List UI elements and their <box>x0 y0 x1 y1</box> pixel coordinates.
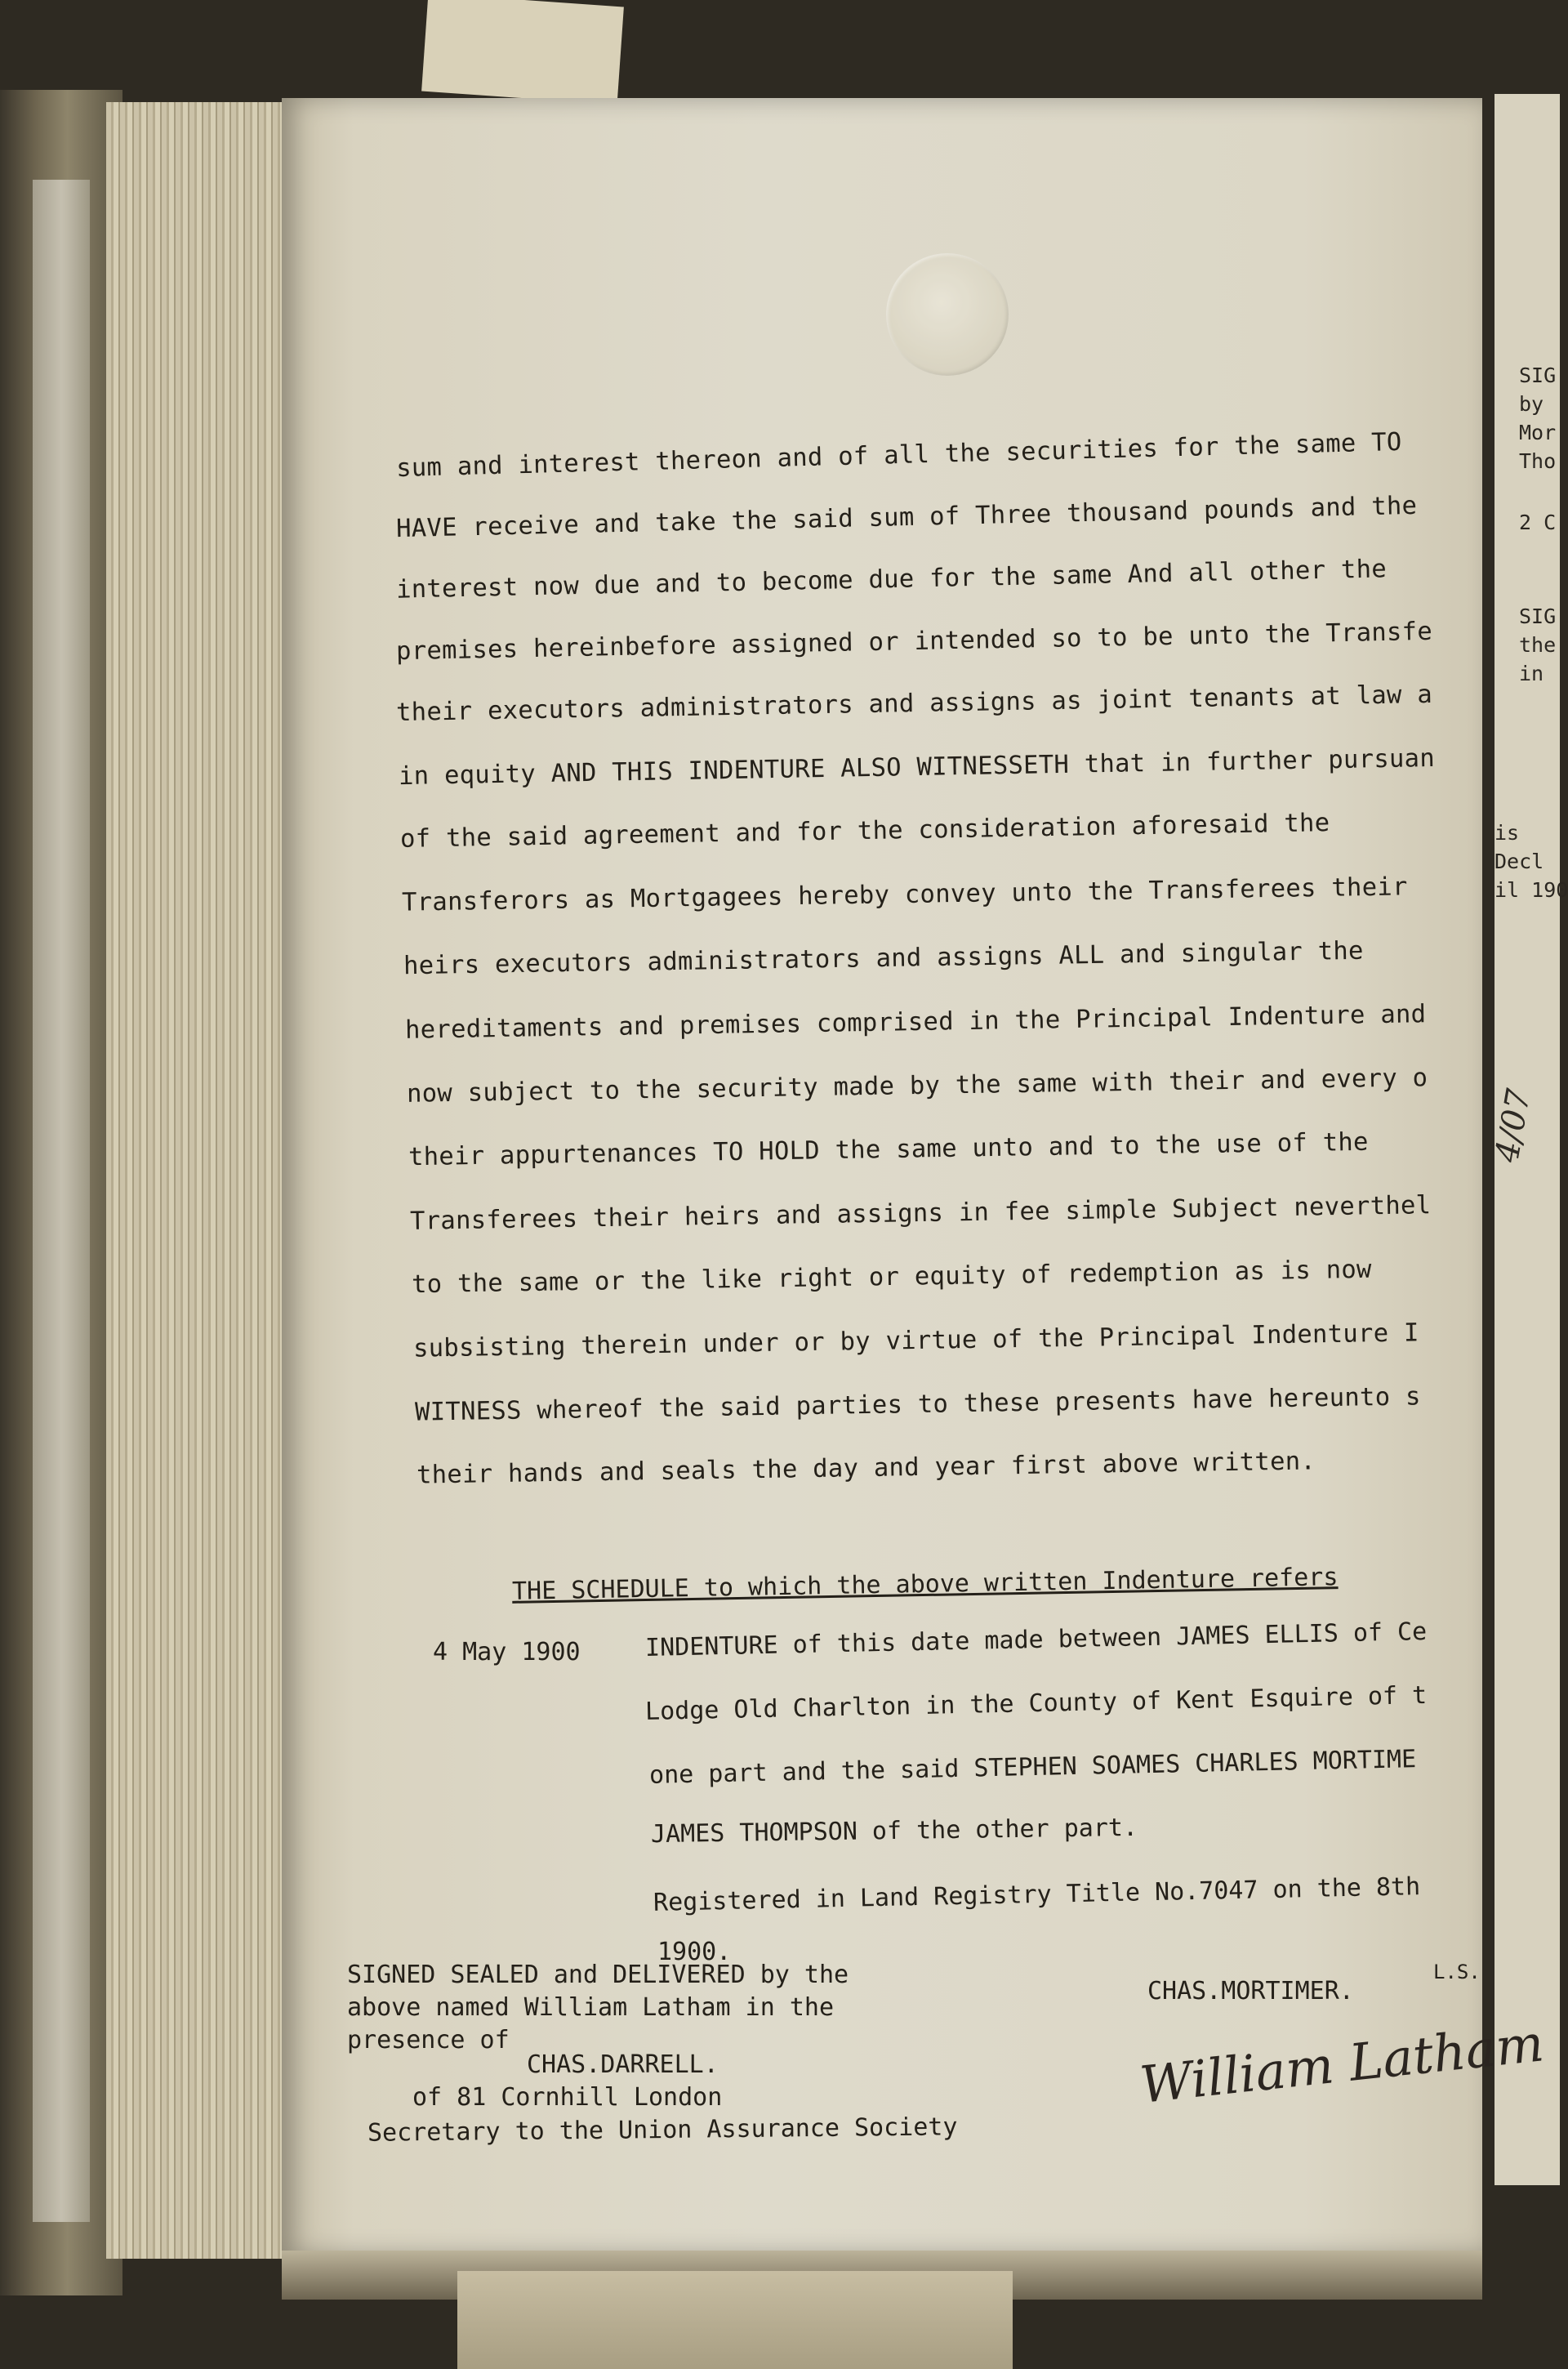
next-page-fragment: Mor <box>1519 421 1557 444</box>
body-line: their hands and seals the day and year first above written. <box>416 1447 1316 1490</box>
body-line: HAVE receive and take the said sum of Three thousand pounds and the <box>395 491 1418 544</box>
schedule-heading: THE SCHEDULE to which the above written Indenture refers <box>511 1563 1339 1606</box>
next-page-fragment: is <box>1494 821 1520 845</box>
embossed-seal-icon <box>886 253 1009 376</box>
body-line: in equity AND THIS INDENTURE ALSO WITNESSETH that in further pursuan <box>398 743 1436 792</box>
attestation-line: SIGNED SEALED and DELIVERED by the <box>347 1961 849 1989</box>
attestation-line: presence of <box>347 2026 510 2054</box>
protruding-page-tabs <box>457 2271 1013 2369</box>
next-page-fragment: Tho <box>1519 449 1557 473</box>
body-line: premises hereinbefore assigned or intended so to be unto the Transfe <box>395 617 1433 667</box>
body-line: WITNESS whereof the said parties to these presents have hereunto s <box>414 1382 1421 1427</box>
handwritten-signature: William Latham <box>1137 2013 1547 2115</box>
body-line: now subject to the security made by the same with their and every o <box>406 1064 1428 1109</box>
schedule-line: JAMES THOMPSON of the other part. <box>650 1813 1138 1849</box>
next-page-fragment: Decl <box>1494 850 1544 873</box>
witness-occupation: Secretary to the Union Assurance Society <box>367 2112 958 2148</box>
page-edges-stack <box>106 102 294 2259</box>
body-line: hereditaments and premises comprised in the Principal Indenture and <box>404 1000 1427 1045</box>
schedule-line: INDENTURE of this date made between JAMES ELLIS of Ce <box>644 1617 1428 1663</box>
body-line: their appurtenances TO HOLD the same unto and to the use of the <box>408 1127 1369 1172</box>
document-page <box>282 98 1482 2255</box>
schedule-line: 1900. <box>657 1938 732 1966</box>
body-line: their executors administrators and assigns as joint tenants at law a <box>395 680 1433 728</box>
binding-label-strip <box>33 180 90 2222</box>
body-line: to the same or the like right or equity of redemption as is now <box>411 1255 1372 1300</box>
witness-name: CHAS.DARRELL. <box>527 2050 719 2079</box>
margin-annotation: 4/07 <box>1488 1086 1539 1166</box>
schedule-line: Registered in Land Registry Title No.7047 on the 8th <box>653 1872 1421 1917</box>
typed-signatory: CHAS.MORTIMER. <box>1147 1977 1354 2005</box>
attestation-line: above named William Latham in the <box>347 1993 835 2022</box>
next-page-fragment: il 190 <box>1494 878 1568 902</box>
body-line: heirs executors administrators and assigns ALL and singular the <box>403 936 1364 981</box>
body-line: subsisting therein under or by virtue of the Principal Indenture I <box>412 1318 1419 1363</box>
next-page-fragment: by <box>1519 392 1544 416</box>
seal-mark: L.S. <box>1433 1961 1481 1983</box>
next-page-fragment: SIG <box>1519 605 1557 628</box>
body-line: interest now due and to become due for the same And all other the <box>395 555 1388 605</box>
next-page-fragment: in <box>1519 662 1544 685</box>
witness-address: of 81 Cornhill London <box>412 2083 723 2112</box>
next-page-fragment: 2 C <box>1519 511 1557 534</box>
schedule-date: 4 May 1900 <box>433 1638 581 1666</box>
protruding-paper-tab <box>421 0 624 105</box>
body-line: of the said agreement and for the consideration aforesaid the <box>399 809 1330 854</box>
body-line: Transferees their heirs and assigns in fee simple Subject neverthel <box>409 1191 1432 1236</box>
next-page-fragment: the <box>1519 633 1557 657</box>
next-page-fragment: SIG <box>1519 364 1557 387</box>
schedule-line: one part and the said STEPHEN SOAMES CHARLES MORTIME <box>648 1745 1417 1790</box>
body-line: sum and interest thereon and of all the securities for the same TO <box>395 427 1402 484</box>
body-line: Transferors as Mortgagees hereby convey unto the Transferees their <box>401 872 1408 917</box>
schedule-line: Lodge Old Charlton in the County of Kent Esquire of t <box>644 1680 1428 1727</box>
